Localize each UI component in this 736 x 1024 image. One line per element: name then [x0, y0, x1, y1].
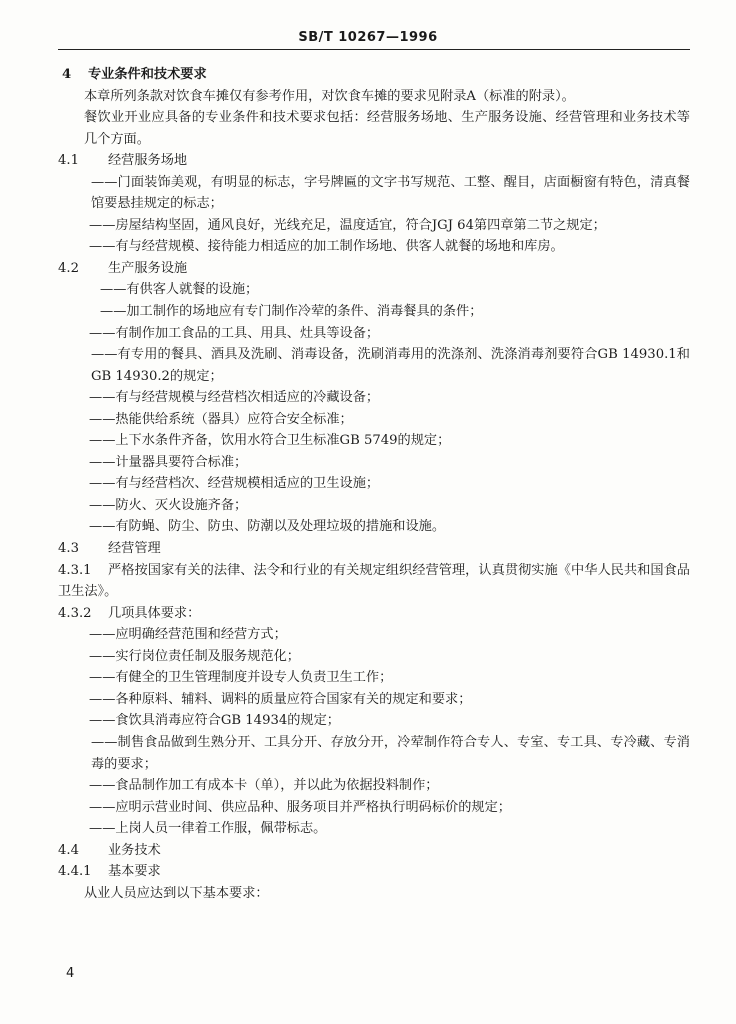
- paragraph: 本章所列条款对饮食车摊仅有参考作用，对饮食车摊的要求见附录A（标准的附录）。: [84, 88, 575, 104]
- list-item: ——各种原料、辅料、调料的质量应符合国家有关的规定和要求；: [89, 691, 472, 707]
- list-item: ——有供客人就餐的设施；: [100, 282, 259, 298]
- list-item: ——热能供给系统（器具）应符合安全标准；: [89, 411, 353, 427]
- list-item: ——有制作加工食品的工具、用具、灶具等设备；: [89, 325, 380, 341]
- list-item: ——上岗人员一律着工作服，佩带标志。: [89, 821, 327, 837]
- section-number: 4.3: [58, 541, 79, 557]
- list-item: ——食品制作加工有成本卡（单），并以此为依据投料制作；: [89, 778, 439, 794]
- list-item: ——有与经营规模、接待能力相适应的加工制作场地、供客人就餐的场地和库房。: [89, 239, 564, 255]
- list-item: ——房屋结构坚固，通风良好，光线充足，温度适宜，符合JGJ 64第四章第二节之规定；: [89, 217, 606, 233]
- list-item: ——计量器具要符合标准；: [89, 454, 248, 470]
- list-item: ——制售食品做到生熟分开、工具分开、存放分开，冷荤制作符合专人、专室、专工具、专冷藏、专消毒的要求；: [91, 734, 690, 772]
- section-number: 4.1: [58, 153, 79, 169]
- section-title: 经营服务场地: [108, 153, 188, 169]
- header-rule: [58, 49, 690, 50]
- list-item: ——有专用的餐具、酒具及洗刷、消毒设备，洗刷消毒用的洗涤剂、洗涤消毒剂要符合GB 14930.1和GB 14930.2的规定；: [91, 347, 690, 384]
- page-number: 4: [66, 966, 75, 981]
- section-4-3-1: [58, 560, 690, 603]
- section-number: 4.4.1: [58, 864, 92, 880]
- paragraph: 餐饮业开业应具备的专业条件和技术要求包括：经营服务场地、生产服务设施、经营管理和业务技术等几个方面。: [84, 110, 690, 147]
- list-item: ——有防蝇、防尘、防虫、防潮以及处理垃圾的措施和设施。: [89, 519, 446, 535]
- list-item: ——上下水条件齐备，饮用水符合卫生标准GB 5749的规定；: [89, 433, 451, 449]
- section-title: 几项具体要求：: [108, 605, 201, 621]
- section-4-4-heading: [58, 840, 690, 862]
- document-body: [58, 64, 690, 904]
- paragraph: 严格按国家有关的法律、法令和行业的有关规定组织经营管理，认真贯彻实施《中华人民共和国食品卫生法》。: [58, 562, 690, 600]
- section-4-4-1-heading: [58, 861, 690, 883]
- section-number: 4.2: [58, 260, 79, 276]
- section-title: 业务技术: [108, 842, 161, 858]
- section-title: 基本要求: [108, 864, 161, 880]
- section-title: 生产服务设施: [108, 260, 188, 276]
- list-item: ——实行岗位责任制及服务规范化；: [89, 648, 300, 664]
- section-4-3-heading: [58, 538, 690, 560]
- list-item: ——应明确经营范围和经营方式；: [89, 627, 287, 643]
- section-title: 专业条件和技术要求: [88, 67, 207, 82]
- section-number: 4.3.1: [58, 562, 92, 578]
- section-number: 4.4: [58, 842, 79, 858]
- list-item: ——门面装饰美观，有明显的标志，字号牌匾的文字书写规范、工整、醒目，店面橱窗有特色，清真餐馆要悬挂规定的标志；: [91, 174, 690, 212]
- standard-code-header: SB/T 10267—1996: [298, 30, 438, 45]
- paragraph: 从业人员应达到以下基本要求：: [84, 885, 269, 901]
- list-item: ——应明示营业时间、供应品种、服务项目并严格执行明码标价的规定；: [89, 799, 511, 815]
- section-number: 4.3.2: [58, 605, 92, 621]
- section-4-3-2-heading: [58, 603, 690, 625]
- list-item: ——防火、灭火设施齐备；: [89, 497, 248, 513]
- section-title: 经营管理: [108, 541, 161, 557]
- list-item: ——有健全的卫生管理制度并设专人负责卫生工作；: [89, 670, 393, 686]
- list-item: ——有与经营档次、经营规模相适应的卫生设施；: [89, 476, 380, 492]
- section-number: 4: [62, 67, 72, 82]
- list-item: ——食饮具消毒应符合GB 14934的规定；: [89, 713, 340, 729]
- section-4-2-heading: [58, 258, 690, 280]
- section-4-1-heading: [58, 150, 690, 172]
- list-item: ——有与经营规模与经营档次相适应的冷藏设备；: [89, 390, 380, 406]
- section-4-heading: [58, 64, 690, 86]
- list-item: ——加工制作的场地应有专门制作冷荤的条件、消毒餐具的条件；: [100, 304, 483, 320]
